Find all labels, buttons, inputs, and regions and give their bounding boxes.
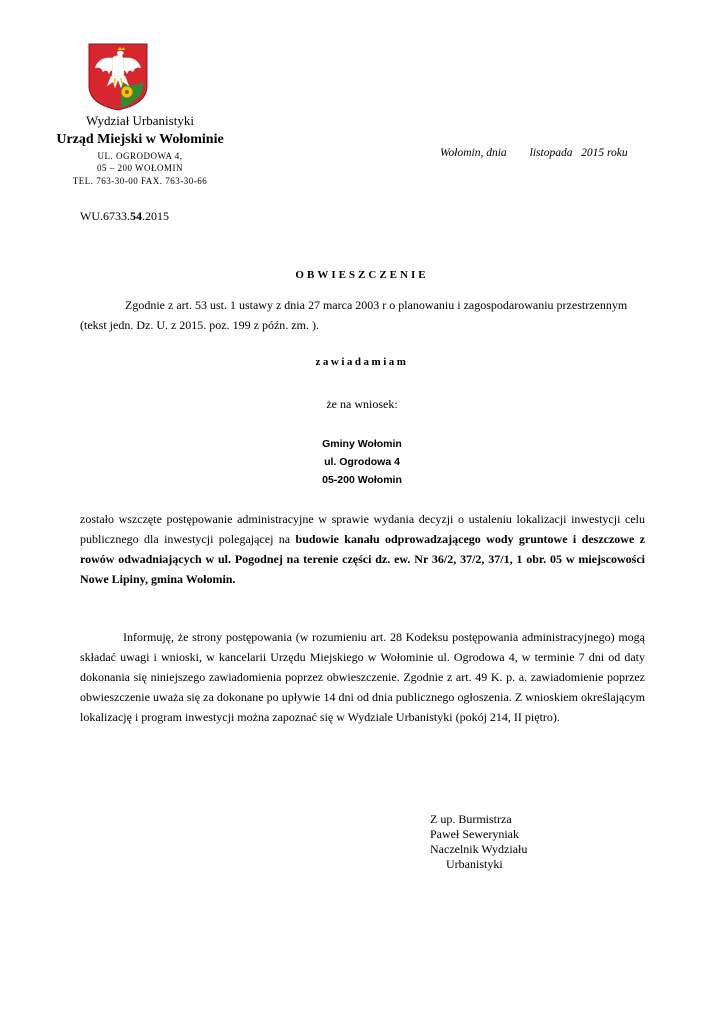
signature-block [430,812,527,872]
document-title: OBWIESZCZENIE [295,269,429,281]
address-city: 05 – 200 WOŁOMIN [96,163,184,173]
signature-name: Paweł Seweryniak [430,827,519,841]
signature-position: Naczelnik Wydziału [430,842,528,856]
legal-basis-text: Zgodnie z art. 53 ust. 1 ustawy z dnia 27 marca 2003 r o planowaniu i zagospodarowaniu przestrzennym (tekst jedn. Dz. U. z 2015. poz. 199 z późn. zm. ). [80,298,628,332]
applicant-street: ul. Ogrodowa 4 [324,456,400,468]
date-line: Wołomin, dnia listopada 2015 roku [440,147,628,159]
coat-of-arms [87,42,149,112]
upon-request-text: że na wniosek: [326,397,398,411]
office-name: Urząd Miejski w Wołominie [56,132,224,147]
reference-prefix: WU.6733. [80,209,130,223]
information-paragraph [80,627,645,727]
applicant-name: Gminy Wołomin [322,438,402,450]
signature-authority: Z up. Burmistrza [430,812,512,826]
coat-of-arms-icon [87,42,149,112]
reference-suffix: .2015 [142,209,169,223]
address-street: UL. OGRODOWA 4, [97,151,183,161]
announcement-word: zawiadamiam [315,356,409,368]
proceedings-intro: zostało wszczęte postępowanie administracyjne w sprawie wydania decyzji o ustaleniu lokalizacji inwestycji celu publicznego dla inwestycji polegającej na [80,512,645,546]
applicant-city: 05-200 Wołomin [322,474,402,486]
reference-number [80,209,169,224]
phone-fax: TEL. 763-30-00 FAX. 763-30-66 [72,176,208,186]
signature-department: Urbanistyki [446,857,503,871]
investment-description: budowie kanału odprowadzającego wody gruntowe i deszczowe z rowów odwadniających w ul. Pogodnej na terenie części dz. ew. Nr 36/2, 37/2, 37/1, 1 obr. 05 w miejscowości Nowe Lipiny, gmina Wołomin. [80,532,646,586]
applicant-block [0,435,724,489]
legal-basis-paragraph [80,295,645,335]
reference-number-bold: 54 [130,209,142,223]
information-text: Informuję, że strony postępowania (w rozumieniu art. 28 Kodeksu postępowania administracyjnego) mogą składać uwagi i wnioski, w kancelarii Urzędu Miejskiego w Wołominie ul. Ogrodowa 4, w terminie 7 dni od daty dokonania się niniejszego zawiadomienia poprzez obwieszczenie. Zgodnie z art. 49 K. p. a. zawiadomienie poprzez obwieszczenie uważa się za dokonane po upływie 14 dni od dnia publicznego ogłoszenia. Z wnioskiem określającym lokalizację i program inwestycji można zapoznać się w Wydziale Urbanistyki (pokój 214, II piętro). [80,630,645,724]
proceedings-paragraph [80,509,645,589]
department-name: Wydział Urbanistyki [86,113,194,128]
